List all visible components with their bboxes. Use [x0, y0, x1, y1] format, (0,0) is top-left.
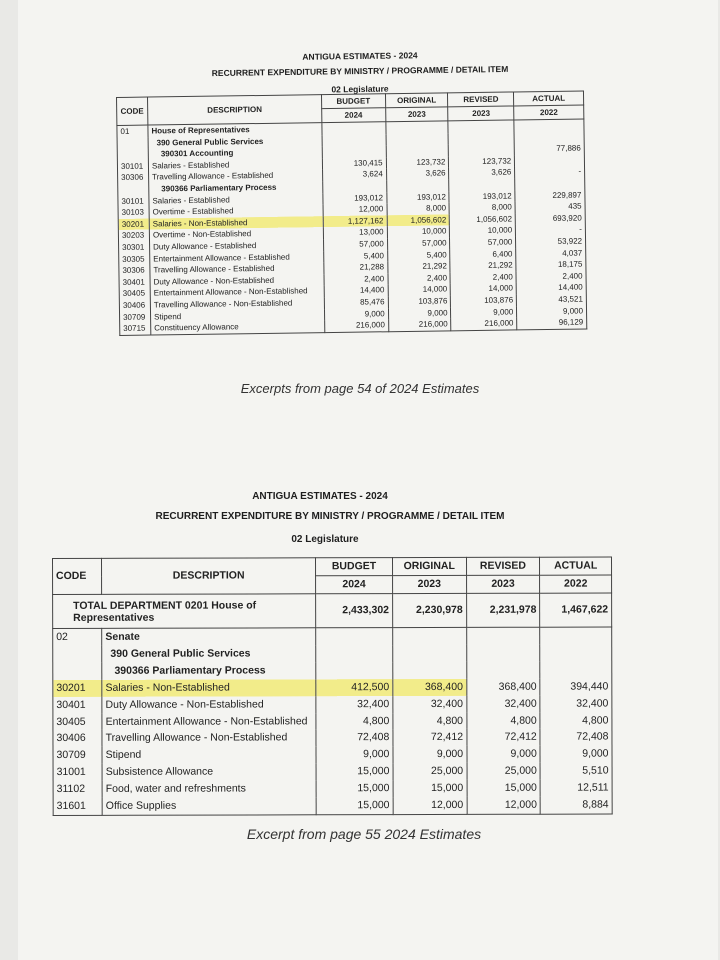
row-actual: 12,511	[540, 780, 612, 797]
budget-header: BUDGET	[321, 94, 385, 109]
row-description: Subsistence Allowance	[102, 764, 316, 781]
row-code: 30401	[53, 696, 102, 713]
row-revised: 32,400	[466, 695, 540, 712]
table-row	[53, 678, 612, 696]
page1-department: 02 Legislature	[331, 83, 389, 95]
row-original: 15,000	[393, 780, 467, 797]
row-original: 9,000	[393, 746, 467, 763]
original-header: ORIGINAL	[385, 93, 448, 108]
budget-year: 2024	[316, 576, 393, 594]
row-actual	[514, 119, 584, 132]
row-revised: 21,292	[450, 260, 516, 273]
row-budget: 32,400	[316, 696, 393, 713]
row-actual: -	[515, 166, 585, 179]
row-code: 30201	[53, 680, 102, 697]
table-row	[53, 661, 612, 679]
row-budget	[316, 628, 393, 646]
row-description: 390 General Public Services	[148, 135, 322, 149]
row-code: 30406	[119, 299, 150, 311]
row-original: 8,000	[387, 203, 450, 215]
row-original	[393, 645, 467, 662]
row-code: 30301	[119, 241, 150, 253]
row-actual: -	[516, 224, 586, 237]
row-budget: 5,400	[324, 250, 388, 262]
row-budget: 85,476	[324, 296, 388, 308]
total-revised: 2,231,978	[466, 593, 540, 627]
row-revised	[449, 178, 515, 191]
row-actual: 77,886	[514, 143, 584, 156]
row-actual: 8,884	[540, 797, 612, 815]
row-original	[393, 627, 467, 645]
row-budget: 57,000	[323, 238, 387, 250]
revised-header: REVISED	[448, 92, 514, 107]
row-original	[393, 662, 467, 679]
row-original	[386, 121, 449, 134]
code-header: CODE	[117, 97, 148, 125]
row-code: 30405	[53, 713, 102, 730]
row-budget: 3,624	[322, 169, 386, 181]
row-revised: 3,626	[449, 167, 515, 180]
row-description: House of Representatives	[148, 123, 322, 138]
table-row	[53, 763, 612, 781]
row-description: 390366 Parliamentary Process	[102, 662, 316, 679]
table-row	[53, 797, 612, 816]
row-code: 30101	[117, 160, 148, 172]
page2-title: ANTIGUA ESTIMATES - 2024	[252, 491, 388, 502]
row-budget: 14,400	[324, 285, 388, 297]
row-actual	[540, 644, 612, 661]
row-revised: 25,000	[467, 763, 541, 780]
row-code: 30406	[53, 730, 102, 747]
row-code	[53, 663, 102, 680]
row-revised: 368,400	[466, 678, 540, 695]
row-budget: 130,415	[322, 157, 386, 169]
row-description: Overtime - Non-Established	[149, 227, 323, 241]
table-row	[53, 746, 612, 764]
row-description: Salaries - Non-Established	[102, 679, 316, 696]
row-actual	[540, 661, 612, 678]
row-budget: 9,000	[324, 308, 388, 320]
row-revised	[466, 662, 540, 679]
row-revised: 9,000	[451, 306, 517, 319]
row-actual: 394,440	[540, 678, 612, 695]
row-revised	[466, 627, 540, 645]
page1-title: ANTIGUA ESTIMATES - 2024	[302, 50, 418, 62]
row-code: 30715	[120, 323, 151, 336]
description-header: DESCRIPTION	[147, 95, 321, 125]
code-header: CODE	[53, 558, 102, 594]
row-description: 390301 Accounting	[148, 146, 322, 160]
total-label: TOTAL DEPARTMENT 0201 House of Representatives	[53, 594, 316, 629]
total-row	[53, 593, 612, 628]
row-revised	[466, 645, 540, 662]
total-actual: 1,467,622	[540, 593, 612, 627]
row-revised: 15,000	[467, 780, 541, 797]
table-row	[53, 644, 612, 662]
row-revised	[449, 144, 515, 157]
row-description: Salaries - Non-Established	[149, 216, 323, 230]
budget-header: BUDGET	[316, 558, 393, 576]
row-actual	[540, 627, 612, 645]
total-budget: 2,433,302	[316, 594, 393, 628]
row-budget: 72,408	[316, 730, 393, 747]
row-code: 31001	[53, 764, 102, 781]
row-code: 30709	[119, 311, 150, 323]
row-revised: 10,000	[450, 225, 516, 238]
row-original: 32,400	[393, 696, 467, 713]
table-row	[53, 780, 612, 798]
row-description: Travelling Allowance - Established	[150, 262, 324, 276]
total-original: 2,230,978	[392, 593, 466, 627]
original-year: 2023	[385, 107, 448, 122]
row-code: 30201	[118, 218, 149, 230]
row-code	[117, 149, 148, 161]
original-header: ORIGINAL	[392, 557, 466, 575]
row-budget: 2,400	[324, 273, 388, 285]
row-revised: 103,876	[451, 294, 517, 307]
row-code: 30305	[119, 253, 150, 265]
page2-caption: Excerpt from page 55 2024 Estimates	[246, 826, 482, 842]
row-description: Food, water and refreshments	[102, 780, 316, 797]
row-revised: 12,000	[467, 797, 541, 815]
row-code: 31102	[53, 781, 102, 798]
row-original: 3,626	[386, 168, 449, 180]
row-revised: 6,400	[450, 248, 516, 261]
row-original	[386, 179, 449, 191]
row-actual: 72,408	[540, 729, 612, 746]
actual-header: ACTUAL	[540, 557, 612, 575]
row-actual: 4,800	[540, 712, 612, 729]
row-original: 21,292	[387, 260, 450, 272]
row-code: 01	[117, 125, 148, 138]
row-budget: 15,000	[316, 763, 393, 780]
table-row	[53, 712, 612, 730]
row-budget: 15,000	[316, 797, 393, 815]
row-original: 2,400	[388, 272, 451, 284]
row-description: Constituency Allowance	[151, 320, 325, 335]
actual-year: 2022	[540, 575, 612, 593]
row-revised: 8,000	[449, 202, 515, 215]
row-actual: 9,000	[517, 305, 587, 318]
row-original: 9,000	[388, 307, 451, 319]
page2-department: 02 Legislature	[291, 534, 359, 545]
row-budget	[316, 645, 393, 662]
row-original: 72,412	[393, 729, 467, 746]
row-budget	[322, 134, 386, 146]
row-code: 30709	[53, 747, 102, 764]
row-code	[53, 646, 102, 663]
row-budget: 216,000	[324, 319, 388, 332]
row-revised: 72,412	[467, 729, 541, 746]
row-original: 1,056,602	[387, 214, 450, 226]
row-budget: 12,000	[323, 203, 387, 215]
row-budget	[323, 180, 387, 192]
row-actual	[515, 154, 585, 167]
row-description: Duty Allowance - Non-Established	[150, 274, 324, 288]
row-actual	[515, 177, 585, 190]
row-code: 31601	[53, 798, 102, 816]
row-revised: 1,056,602	[450, 213, 516, 226]
row-code: 30203	[118, 230, 149, 242]
row-code: 30405	[119, 288, 150, 300]
row-code: 30306	[118, 172, 149, 184]
row-revised: 4,800	[466, 712, 540, 729]
revised-header: REVISED	[466, 557, 540, 575]
row-original: 216,000	[388, 318, 451, 331]
page2-subtitle: RECURRENT EXPENDITURE BY MINISTRY / PROGRAMME / DETAIL ITEM	[155, 511, 505, 522]
row-description: Travelling Allowance - Established	[149, 170, 323, 184]
row-original: 193,012	[387, 191, 450, 203]
row-actual: 2,400	[516, 270, 586, 283]
row-code: 30401	[119, 276, 150, 288]
row-revised: 14,000	[451, 283, 517, 296]
row-description: Entertainment Allowance - Non-Established	[102, 713, 316, 730]
table-row	[53, 695, 612, 713]
row-description: Duty Allowance - Non-Established	[102, 696, 316, 713]
actual-header: ACTUAL	[514, 91, 584, 106]
row-actual: 53,922	[516, 235, 586, 248]
row-actual: 693,920	[515, 212, 585, 225]
table-row	[53, 729, 612, 747]
page1-expenditure-table	[116, 90, 587, 335]
row-budget: 1,127,162	[323, 215, 387, 227]
row-revised	[449, 132, 515, 145]
row-budget	[322, 122, 386, 135]
row-description: Travelling Allowance - Non-Established	[150, 297, 324, 311]
row-original: 25,000	[393, 763, 467, 780]
row-code: 02	[53, 628, 102, 646]
row-description: 390366 Parliamentary Process	[149, 181, 323, 195]
row-budget: 412,500	[316, 679, 393, 696]
row-budget	[316, 662, 393, 679]
row-description: Salaries - Established	[149, 193, 323, 207]
row-revised	[448, 120, 514, 133]
description-header: DESCRIPTION	[102, 558, 316, 595]
row-revised: 193,012	[449, 190, 515, 203]
row-budget: 193,012	[323, 192, 387, 204]
row-revised: 9,000	[467, 746, 541, 763]
actual-year: 2022	[514, 105, 584, 120]
row-code: 30306	[119, 265, 150, 277]
row-budget: 13,000	[323, 227, 387, 239]
row-original: 12,000	[393, 797, 467, 815]
row-actual: 4,037	[516, 247, 586, 260]
row-actual: 43,521	[517, 293, 587, 306]
row-actual: 96,129	[517, 317, 587, 330]
revised-year: 2023	[448, 106, 514, 121]
row-revised: 123,732	[449, 155, 515, 168]
row-description: Duty Allowance - Established	[150, 239, 324, 253]
row-revised: 57,000	[450, 236, 516, 249]
row-budget: 15,000	[316, 780, 393, 797]
row-budget	[322, 145, 386, 157]
row-actual: 14,400	[516, 282, 586, 295]
row-code: 30103	[118, 207, 149, 219]
budget-year: 2024	[322, 108, 386, 123]
row-original	[386, 145, 449, 157]
row-original: 57,000	[387, 237, 450, 249]
row-actual: 32,400	[540, 695, 612, 712]
table-row	[53, 627, 612, 646]
row-original: 123,732	[386, 156, 449, 168]
row-code	[118, 184, 149, 196]
row-actual	[514, 131, 584, 144]
row-actual: 5,510	[540, 763, 612, 780]
row-original: 10,000	[387, 226, 450, 238]
page1-caption: Excerpts from page 54 of 2024 Estimates	[240, 381, 480, 396]
row-description: Stipend	[102, 747, 316, 764]
revised-year: 2023	[466, 575, 540, 593]
row-original: 103,876	[388, 295, 451, 307]
row-budget: 9,000	[316, 746, 393, 763]
row-budget: 21,288	[324, 261, 388, 273]
row-actual: 18,175	[516, 259, 586, 272]
row-original	[386, 133, 449, 145]
row-description: Travelling Allowance - Non-Established	[102, 730, 316, 747]
original-year: 2023	[392, 575, 466, 593]
row-actual: 229,897	[515, 189, 585, 202]
row-original: 4,800	[393, 712, 467, 729]
row-description: Entertainment Allowance - Established	[150, 251, 324, 265]
row-description: Overtime - Established	[149, 204, 323, 218]
row-description: Office Supplies	[102, 797, 316, 815]
page2-expenditure-table	[52, 557, 613, 816]
row-description: Salaries - Established	[148, 158, 322, 172]
row-description: 390 General Public Services	[102, 645, 316, 662]
row-original: 368,400	[393, 679, 467, 696]
row-description: Entertainment Allowance - Non-Established	[150, 285, 324, 299]
row-revised: 2,400	[450, 271, 516, 284]
row-original: 5,400	[387, 249, 450, 261]
row-actual: 435	[515, 201, 585, 214]
row-code	[117, 137, 148, 149]
row-original: 14,000	[388, 284, 451, 296]
row-budget: 4,800	[316, 713, 393, 730]
row-revised: 216,000	[451, 318, 517, 331]
row-description: Stipend	[150, 309, 324, 323]
page1-subtitle: RECURRENT EXPENDITURE BY MINISTRY / PROGRAMME / DETAIL ITEM	[211, 63, 509, 79]
row-code: 30101	[118, 195, 149, 207]
row-description: Senate	[102, 628, 316, 646]
row-actual: 9,000	[540, 746, 612, 763]
